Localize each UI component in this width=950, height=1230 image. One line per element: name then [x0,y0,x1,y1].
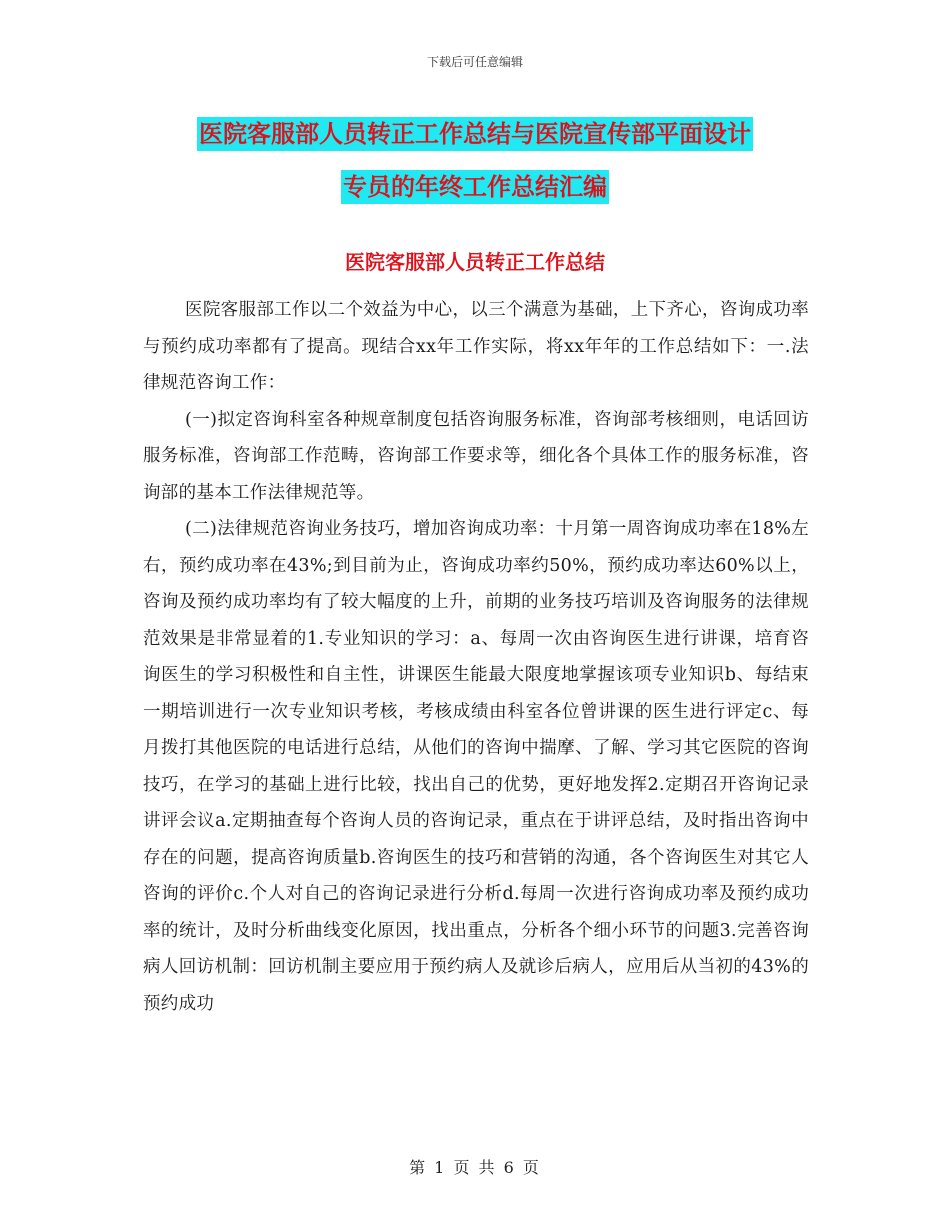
document-title-line-1: 医院客服部人员转正工作总结与医院宣传部平面设计 [197,117,753,151]
header-note: 下载后可任意编辑 [426,55,523,69]
document-title [0,108,950,214]
paragraph: 医院客服部工作以二个效益为中心，以三个满意为基础，上下齐心，咨询成功率与预约成功率都有了提高。现结合xx年工作实际，将xx年年的工作总结如下：一.法律规范咨询工作： [143,300,809,393]
page-footer: 第 1 页 共 6 页 [409,1158,541,1177]
section-title: 医院客服部人员转正工作总结 [345,250,605,274]
body-text [143,292,809,1022]
document-title-line-2: 专员的年终工作总结汇编 [341,170,609,204]
paragraph: (一)拟定咨询科室各种规章制度包括咨询服务标准，咨询部考核细则，电话回访服务标准，咨询部工作范畴，咨询部工作要求等，细化各个具体工作的服务标准，咨询部的基本工作法律规范等。 [143,409,809,503]
paragraph: (二)法律规范咨询业务技巧，增加咨询成功率：十月第一周咨询成功率在18%左右，预约成功率在43%;到目前为止，咨询成功率约50%，预约成功率达60%以上，咨询及预约成功率均有了较大幅度的上升，前期的业务技巧培训及咨询服务的法律规范效果是非常显着的1.专业知识的学习：a、每周一次由咨询医生进行讲课，培育咨询医生的学习积极性和自主性，讲课医生能最大限度地掌握该项专业知识b、每结束一期培训进行一次专业知识考核，考核成绩由科室各位曾讲课的医生进行评定c、每月拨打其他医院的电话进行总结，从他们的咨询中揣摩、了解、学习其它医院的咨询技巧，在学习的基础上进行比较，找出自己的优势，更好地发挥2.定期召开咨询记录讲评会议a.定期抽查每个咨询人员的咨询记录，重点在于讲评总结，及时指出咨询中存在的问题，提高咨询质量b.咨询医生的技巧和营销的沟通，各个咨询医生对其它人咨询的评价c.个人对自己的咨询记录进行分析d.每周一次进行咨询成功率及预约成功率的统计，及时分析曲线变化原因，找出重点，分析各个细小环节的问题3.完善咨询病人回访机制：回访机制主要应用于预约病人及就诊后病人，应用后从当初的43%的预约成功 [143,519,809,1014]
